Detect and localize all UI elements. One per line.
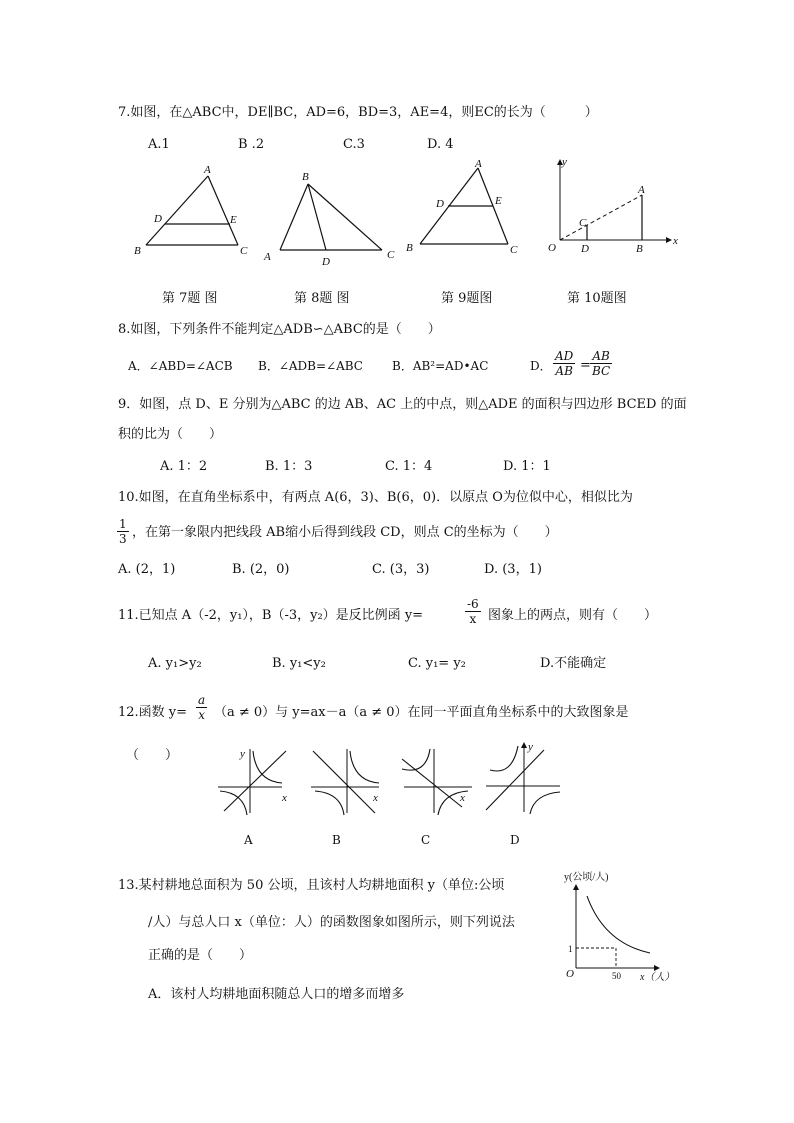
fig9-label-d: D <box>436 198 444 210</box>
q8-stem: 8.如图，下列条件不能判定△ADB∽△ABC的是（ ） <box>118 322 441 337</box>
q12-label-b: B <box>332 833 341 847</box>
q13-x-label: x（人） <box>640 972 675 983</box>
figure-8 <box>262 166 402 266</box>
q8-frac1-den: AB <box>555 364 573 378</box>
q11-fraction <box>465 597 481 626</box>
q13-option-a: A．该村人均耕地面积随总人口的增多而增多 <box>148 987 405 1002</box>
q10-stem-line2: ，在第一象限内把线段 AB缩小后得到线段 CD，则点 C的坐标为（ ） <box>132 525 558 540</box>
fig7-label-a: A <box>204 164 211 176</box>
q10-option-b: B. (2，0) <box>232 562 290 577</box>
q8-option-a: A．∠ABD=∠ACB <box>128 359 233 373</box>
q12-frac-num: a <box>198 693 206 707</box>
q8-option-d: D． <box>530 359 552 373</box>
q7-option-a: A.1 <box>148 137 170 152</box>
fig8-label-c: C <box>387 249 395 261</box>
fig10-label-o: O <box>548 242 556 254</box>
fig10-label-d: D <box>581 243 589 255</box>
q12-stem-b: （a ≠ 0）与 y=ax－a（a ≠ 0）在同一平面直角坐标系中的大致图象是 <box>214 705 629 720</box>
q10-option-c: C. (3，3) <box>372 562 430 577</box>
q10-stem-line1: 10.如图，在直角坐标系中，有两点 A(6，3)、B(6，0)．以原点 O为位似中心，相似比为 <box>118 490 633 505</box>
q13-stem-line1: 13.某村耕地总面积为 50 公顷，且该村人均耕地面积 y（单位:公顷 <box>118 878 505 893</box>
q10-frac-num: 1 <box>119 517 127 531</box>
q13-y-label: y(公顷/人) <box>564 872 609 883</box>
q11-stem-a: 11.已知点 A（-2，y₁），B（-3，y₂）是反比例函 y= <box>118 608 424 623</box>
q12-label-c: C <box>421 833 431 847</box>
fig9-label-b: B <box>406 242 413 254</box>
q7-option-c: C.3 <box>343 137 365 152</box>
q12-frac-den: x <box>198 708 205 722</box>
q9-option-c: C. 1：4 <box>385 459 433 474</box>
q12-stem-a: 12.函数 y= <box>118 705 188 720</box>
q10-fraction <box>117 517 129 546</box>
fig8-label-b: B <box>302 171 309 183</box>
fig8-label-d: D <box>322 256 330 268</box>
fig7-label-c: C <box>240 245 248 257</box>
q10-option-a: A. (2，1) <box>118 562 176 577</box>
q11-frac-den: x <box>469 612 477 626</box>
fig7-label-b: B <box>134 245 141 257</box>
caption-fig9: 第 9题图 <box>441 291 493 306</box>
q8-frac2-den: BC <box>592 364 611 378</box>
q12-graph-a <box>210 745 290 815</box>
q12d-axis-y: y <box>528 741 533 753</box>
q12a-axis-y: y <box>240 748 245 760</box>
q11-option-c: C. y₁= y₂ <box>408 656 466 671</box>
q13-origin: O <box>566 968 574 980</box>
fig10-label-y: y <box>562 156 567 168</box>
q12-fraction <box>196 693 207 722</box>
q8-frac2-num: AB <box>590 349 612 364</box>
figure-9 <box>400 158 530 258</box>
fig9-label-a: A <box>475 158 482 170</box>
q11-option-a: A. y₁>y₂ <box>148 656 202 671</box>
q9-option-a: A. 1：2 <box>160 459 208 474</box>
caption-fig7: 第 7题 图 <box>162 291 218 306</box>
fig10-label-a: A <box>638 184 645 196</box>
q13-stem-line3: 正确的是（ ） <box>148 948 253 963</box>
q11-frac-num: -6 <box>467 597 479 611</box>
q11-option-d: D.不能确定 <box>540 656 607 671</box>
q7-option-b: B .2 <box>238 137 265 152</box>
figure-10 <box>540 155 680 255</box>
caption-fig10: 第 10题图 <box>567 291 627 306</box>
q12-graph-b <box>305 745 385 815</box>
q8-equals: = <box>580 358 591 373</box>
q8-frac1-num: AD <box>555 349 574 363</box>
q12-graph-c <box>398 745 478 815</box>
figure-7 <box>130 162 260 262</box>
q10-option-d: D. (3，1) <box>484 562 542 577</box>
q7-option-d: D. 4 <box>427 137 454 152</box>
caption-fig8: 第 8题 图 <box>294 291 350 306</box>
q12-label-a: A <box>244 833 253 847</box>
q12b-axis-x: x <box>373 792 378 804</box>
q13-x-tick: 50 <box>612 971 621 981</box>
fig10-label-c: C <box>579 217 587 229</box>
q12-graph-d <box>478 740 568 815</box>
q12-label-d: D <box>510 833 520 847</box>
fig7-label-e: E <box>230 214 237 226</box>
q9-stem-line2: 积的比为（ ） <box>118 427 223 442</box>
q8-option-c: B．AB²=AD•AC <box>392 359 489 373</box>
fig10-label-x: x <box>673 235 678 247</box>
q8-fraction-ad-ab <box>553 349 575 378</box>
q13-y-tick: 1 <box>568 944 573 954</box>
fig9-label-c: C <box>510 244 518 256</box>
q11-option-b: B. y₁<y₂ <box>272 656 326 671</box>
q13-stem-line2: /人）与总人口 x（单位：人）的函数图象如图所示，则下列说法 <box>148 915 515 930</box>
q8-option-b: B．∠ADB=∠ABC <box>258 359 363 373</box>
q12-paren: （ ） <box>126 748 179 763</box>
fig8-label-a: A <box>264 251 271 263</box>
q8-fraction-ab-bc <box>590 349 612 378</box>
q13-graph <box>560 868 680 988</box>
q7-stem: 7.如图，在△ABC中，DE∥BC，AD=6，BD=3，AE=4，则EC的长为（ ） <box>118 105 598 120</box>
q11-stem-b: 图象上的两点，则有（ ） <box>488 608 658 623</box>
fig10-label-b: B <box>636 243 643 255</box>
fig7-label-d: D <box>154 213 162 225</box>
fig9-label-e: E <box>495 195 502 207</box>
q9-option-b: B. 1：3 <box>265 459 313 474</box>
q12a-axis-x: x <box>282 792 287 804</box>
q9-option-d: D. 1：1 <box>503 459 551 474</box>
q10-frac-den: 3 <box>119 532 127 546</box>
q9-stem-line1: 9．如图，点 D、E 分别为△ABC 的边 AB、AC 上的中点，则△ADE 的面积与四边形 BCED 的面 <box>118 397 687 412</box>
q12c-axis-x: x <box>460 792 465 804</box>
